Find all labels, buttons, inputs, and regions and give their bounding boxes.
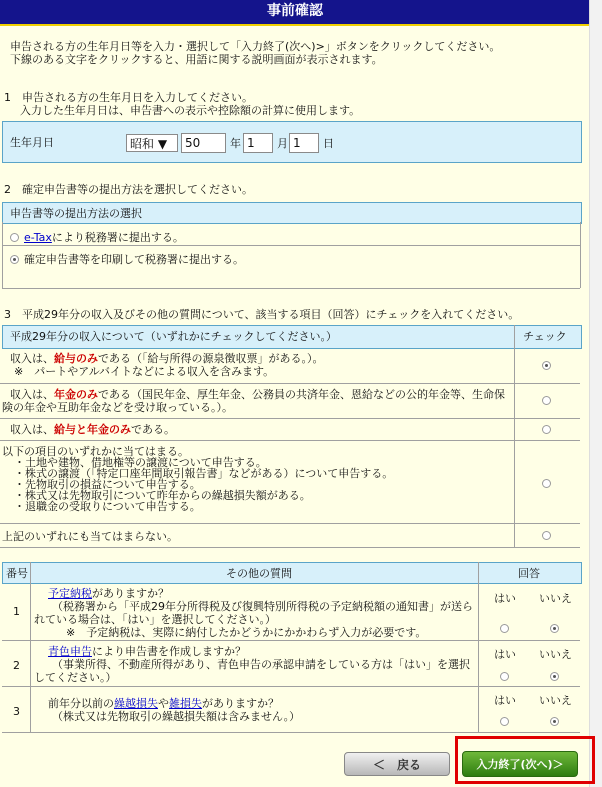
print-radio[interactable] — [10, 255, 19, 264]
etax-radio[interactable] — [10, 233, 19, 242]
divider — [30, 562, 31, 732]
income-row-3-prefix: 収入は、 — [10, 423, 54, 436]
etax-option — [24, 231, 184, 244]
intro-line-2: 下線のある文字をクリックすると、用語に関する説明画面が表示されます。 — [10, 53, 383, 66]
q1-text: がありますか？ — [92, 587, 169, 600]
income-row-2 — [10, 388, 505, 401]
q2-number: 2 — [13, 659, 20, 672]
divider — [580, 222, 581, 288]
questions-header — [2, 562, 582, 584]
page-title: 事前確認 — [267, 3, 323, 19]
income-row-4-line-3: ・株式の譲渡（「特定口座年間取引報告書」などがある）について申告する。 — [14, 467, 394, 480]
q1-link[interactable]: 予定納税 — [48, 587, 92, 600]
q3-no-label: いいえ — [539, 694, 572, 707]
income-salary-radio[interactable] — [542, 361, 551, 370]
income-row-1-prefix: 収入は、 — [10, 352, 54, 365]
q3-link-casualty-loss[interactable]: 雑損失 — [169, 697, 202, 710]
income-header-label: 平成29年分の収入について（いずれかにチェックしてください。） — [10, 330, 337, 343]
back-button[interactable]: ＜ 戻る — [344, 752, 450, 776]
next-button[interactable]: 入力終了(次へ)＞ — [462, 751, 578, 777]
day-unit: 日 — [323, 137, 334, 150]
q3-number: 3 — [13, 705, 20, 718]
q2-text: により申告書を作成しますか？ — [92, 645, 246, 658]
q1-line-2: （税務署から「平成29年分所得税及び復興特別所得税の予定納税額の通知書」が送ら — [52, 600, 473, 613]
birthdate-label: 生年月日 — [10, 136, 54, 149]
section2-title: 2 確定申告書等の提出方法を選択してください。 — [4, 183, 253, 196]
q1-line-1 — [48, 587, 169, 600]
q3-mid: や — [158, 697, 169, 710]
q2-line-2: （事業所得、不動産所得があり、青色申告の承認申請をしている方は「はい」を選択 — [52, 658, 470, 671]
salary-pension-label: 給与と年金のみ — [54, 423, 131, 436]
vertical-scrollbar[interactable] — [589, 0, 602, 787]
questions-q-header: その他の質問 — [226, 567, 292, 580]
income-row-2-text: である（国民年金、厚生年金、公務員の共済年金、恩給などの公的年金等、生命保 — [98, 388, 505, 401]
income-row-4-line-2: ・土地や建物、借地権等の譲渡について申告する。 — [14, 456, 267, 469]
income-row-1-text: である（「給与所得の源泉徴収票」がある。）。 — [98, 352, 324, 365]
q2-link[interactable]: 青色申告 — [48, 645, 92, 658]
income-row-2-prefix: 収入は、 — [10, 388, 54, 401]
year-input[interactable]: 50 — [181, 133, 226, 153]
questions-no-header: 番号 — [6, 567, 28, 580]
q3-text: がありますか？ — [202, 697, 279, 710]
q1-number: 1 — [13, 605, 20, 618]
q1-no-label: いいえ — [539, 592, 572, 605]
print-option: 確定申告書等を印刷して税務署に提出する。 — [24, 253, 244, 266]
etax-link[interactable]: e-Tax — [24, 231, 52, 244]
day-input[interactable]: 1 — [289, 133, 319, 153]
income-row-2-cont: 険の年金や互助年金などを受け取っている。）。 — [2, 401, 233, 414]
divider — [0, 547, 580, 548]
pension-only-label: 年金のみ — [54, 388, 98, 401]
q3-link-carryover-loss[interactable]: 繰越損失 — [114, 697, 158, 710]
q2-yes-label: はい — [494, 648, 516, 661]
q2-no-label: いいえ — [539, 648, 572, 661]
section3-title: 3 平成29年分の収入及びその他の質問について、該当する項目（回答）にチェックを入れてください。 — [4, 308, 520, 321]
income-row-3 — [10, 423, 175, 436]
q3-yes-label: はい — [494, 694, 516, 707]
divider — [2, 222, 3, 288]
q3-yes-radio[interactable] — [500, 717, 509, 726]
q2-yes-radio[interactable] — [500, 672, 509, 681]
income-row-5: 上記のいずれにも当てはまらない。 — [2, 530, 178, 543]
income-pension-radio[interactable] — [542, 396, 551, 405]
income-salary-pension-radio[interactable] — [542, 425, 551, 434]
section1-note: 入力した生年月日は、申告書への表示や控除額の計算に使用します。 — [20, 104, 361, 117]
divider — [2, 732, 580, 733]
divider — [514, 325, 515, 548]
q1-yes-radio[interactable] — [500, 624, 509, 633]
income-row-4-line-6: ・退職金の受取りについて申告する。 — [14, 500, 201, 513]
questions-ans-header: 回答 — [518, 567, 540, 580]
income-row-1 — [10, 352, 324, 365]
q1-yes-label: はい — [494, 592, 516, 605]
income-row-1-note: ※ パートやアルバイトなどによる収入を含みます。 — [14, 365, 275, 378]
income-row-3-text: である。 — [131, 423, 175, 436]
next-button-highlight — [455, 736, 595, 784]
divider — [2, 288, 580, 289]
divider — [0, 418, 580, 419]
q1-line-4: ※ 予定納税は、実際に納付したかどうかにかかわらず入力が必要です。 — [66, 626, 427, 639]
month-input[interactable]: 1 — [243, 133, 273, 153]
q2-line-3: してください。） — [34, 671, 117, 684]
check-header-label: チェック — [523, 330, 567, 343]
q2-no-radio[interactable] — [550, 672, 559, 681]
income-other-radio[interactable] — [542, 479, 551, 488]
q1-no-radio[interactable] — [550, 624, 559, 633]
q2-line-1 — [48, 645, 246, 658]
month-unit: 月 — [277, 137, 288, 150]
q3-line-1 — [48, 697, 279, 710]
divider — [478, 562, 479, 732]
submit-method-header-label: 申告書等の提出方法の選択 — [10, 207, 142, 220]
q3-line-2: （株式又は先物取引の繰越損失額は含みません。） — [52, 710, 301, 723]
income-row-4-line-4: ・先物取引の損益について申告する。 — [14, 478, 201, 491]
section1-title: 1 申告される方の生年月日を入力してください。 — [4, 91, 253, 104]
income-row-4-line-5: ・株式又は先物取引について昨年からの繰越損失額がある。 — [14, 489, 311, 502]
page-header — [0, 0, 590, 26]
intro-line-1: 申告される方の生年月日等を入力・選択して「入力終了(次へ)>」ボタンをクリックしてください。 — [10, 40, 501, 53]
income-row-4-line-1: 以下の項目のいずれかに当てはまる。 — [2, 445, 189, 458]
q3-no-radio[interactable] — [550, 717, 559, 726]
divider — [0, 383, 580, 384]
divider — [2, 245, 580, 246]
income-none-radio[interactable] — [542, 531, 551, 540]
q3-prefix: 前年分以前の — [48, 697, 114, 710]
divider — [0, 523, 580, 524]
etax-option-text: により税務署に提出する。 — [51, 231, 184, 244]
q1-line-3: れている場合は、「はい」を選択してください。） — [34, 613, 276, 626]
divider — [2, 640, 580, 641]
era-select[interactable]: 昭和 ▼ — [126, 134, 178, 152]
divider — [0, 440, 580, 441]
salary-only-label: 給与のみ — [54, 352, 98, 365]
divider — [2, 686, 580, 687]
year-unit: 年 — [230, 137, 241, 150]
